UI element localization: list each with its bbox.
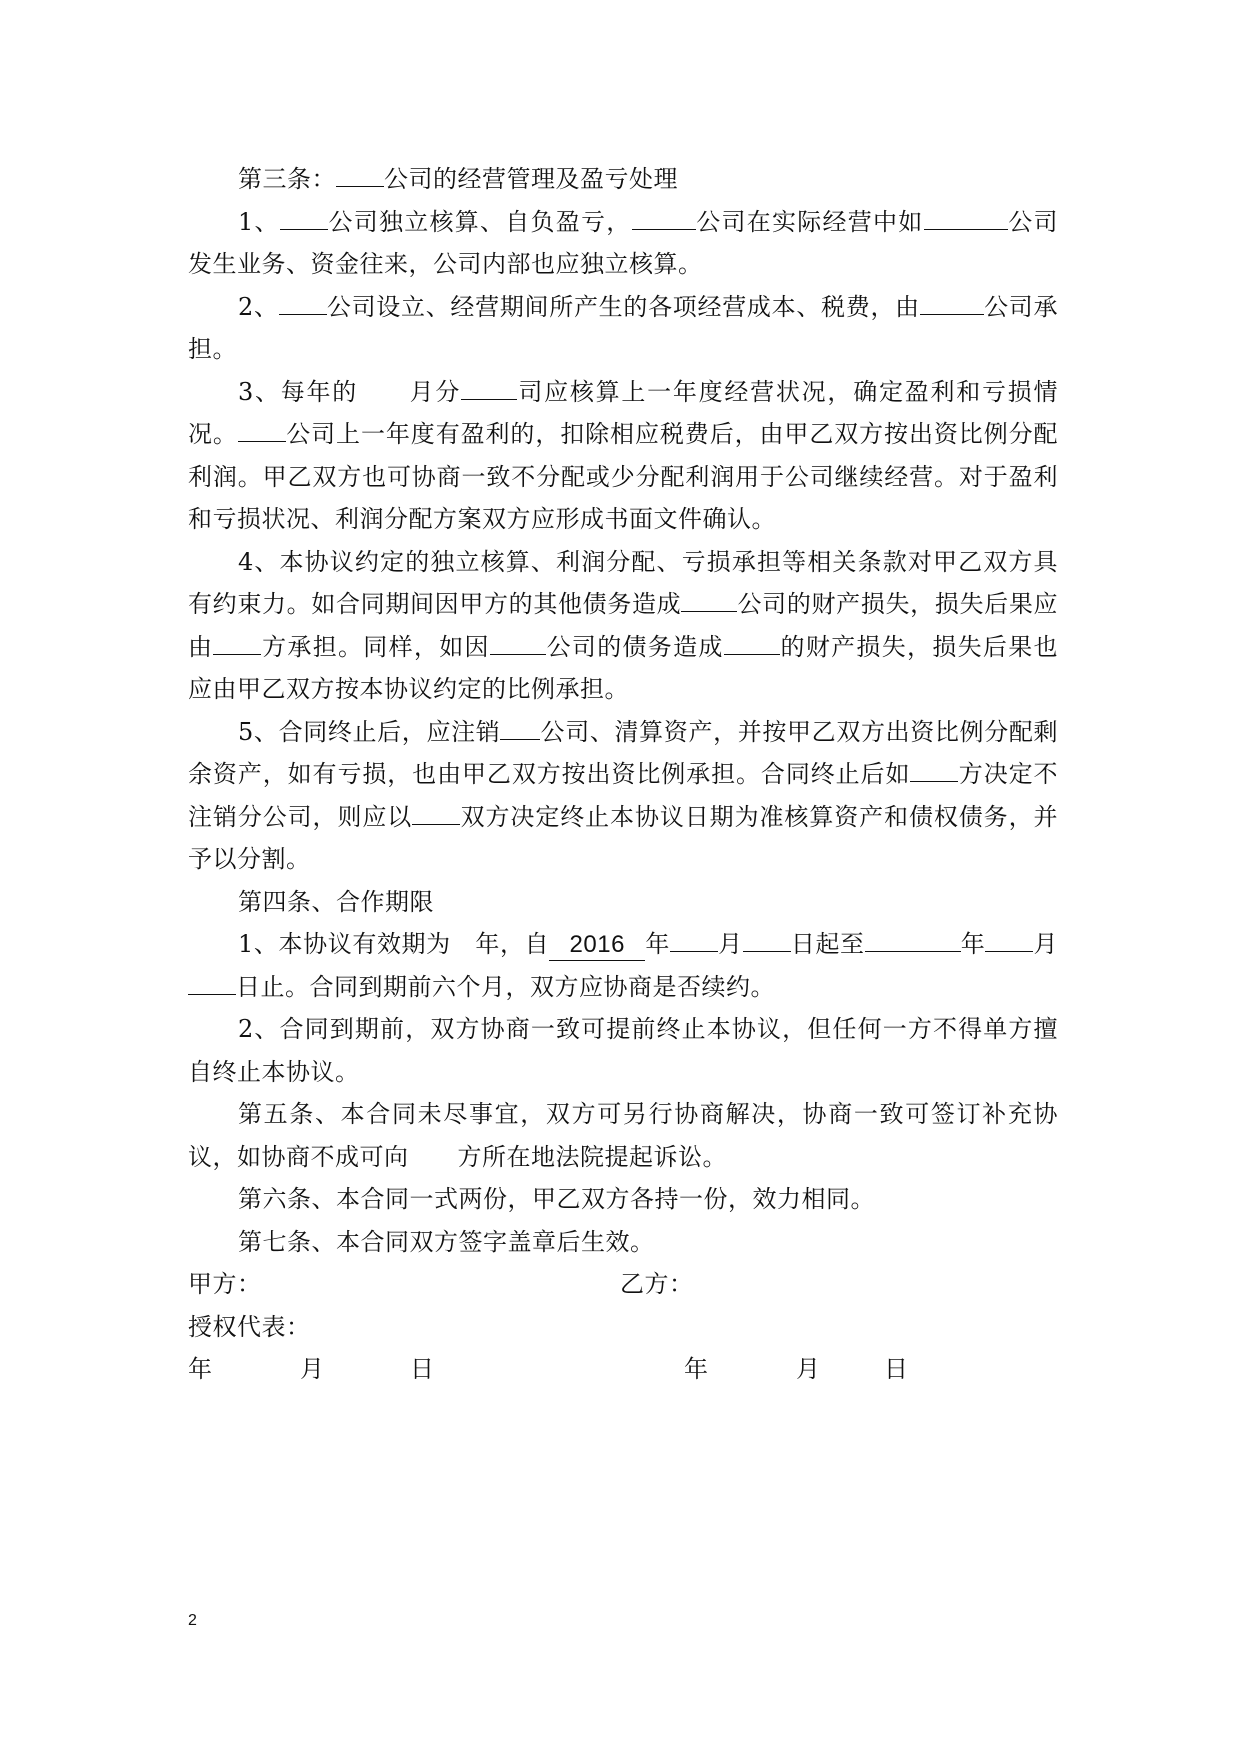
blank-field: [910, 755, 958, 782]
blank-field: [985, 925, 1033, 952]
blank-field: [412, 798, 460, 825]
party-a-label: 甲方：: [188, 1270, 262, 1298]
blank-field: [670, 925, 718, 952]
blank-field: [743, 925, 791, 952]
blank-field: [632, 203, 696, 230]
party-b-label: 乙方：: [620, 1270, 694, 1298]
blank-field: [724, 628, 780, 655]
blank-field: [920, 288, 984, 315]
article-6: 第六条、本合同一式两份，甲乙双方各持一份，效力相同。: [238, 1185, 875, 1213]
blank-field: [681, 585, 737, 612]
blank-field: [924, 203, 1008, 230]
blank-field: [280, 203, 328, 230]
blank-field: [279, 288, 327, 315]
article-7: 第七条、本合同双方签字盖章后生效。: [238, 1227, 655, 1256]
blank-field: [336, 160, 384, 187]
article-3-clause-1: 1、 公司独立核算、自负盈亏， 公司在实际经营中如 公司发生业务、资金往来，公司内部也应独立核算。: [188, 201, 1058, 286]
article-3-clause-2: 2、 公司设立、经营期间所产生的各项经营成本、税费，由 公司承担。: [188, 286, 1058, 371]
contract-body: [188, 158, 1058, 1391]
blank-field: [213, 628, 261, 655]
date-day-a: 日: [410, 1355, 435, 1383]
blank-field: [461, 373, 517, 400]
date-day-b: 日: [884, 1355, 909, 1383]
article-3-clause-4: 4、本协议约定的独立核算、利润分配、亏损承担等相关条款对甲乙双方具有约束力。如合同期间因甲方的其他债务造成 公司的财产损失，损失后果应由 方承担。同样，如因 公司的债务造成 的财产损失，损失后果也应由甲乙双方按本协议约定的比例承担。: [188, 547, 1059, 703]
blank-field: [490, 628, 546, 655]
date-month-a: 月: [300, 1355, 325, 1383]
blank-field: [865, 925, 961, 952]
article-3-clause-3: 3、每年的 月分 司应核算上一年度经营状况，确定盈利和亏损情况。 公司上一年度有盈利的，扣除相应税费后，由甲乙双方按出资比例分配利润。甲乙双方也可协商一致不分配或少分配利润用于公司继续经营。对于盈利和亏损状况、利润分配方案双方应形成书面文件确认。: [188, 371, 1058, 541]
date-year-a: 年: [188, 1355, 213, 1383]
page-number: 2: [188, 1612, 197, 1629]
article-4-clause-2: 2、合同到期前，双方协商一致可提前终止本协议，但任何一方不得单方擅自终止本协议。: [188, 1015, 1058, 1086]
date-year-b: 年: [684, 1355, 709, 1383]
signature-parties: [188, 1263, 1058, 1306]
blank-field: [188, 968, 236, 995]
article-4-heading: 第四条、合作期限: [238, 887, 434, 916]
blank-field: [500, 713, 540, 740]
article-4-clause-1: 1、本协议有效期为 年，自 2016 年 月 日起至 年 月日止。合同到期前六个月，双方应协商是否续约。: [188, 923, 1058, 1008]
article-5: 第五条、本合同未尽事宜，双方可另行协商解决，协商一致可签订补充协议，如协商不成可向 方所在地法院提起诉讼。: [188, 1100, 1058, 1171]
blank-field: [238, 415, 286, 442]
article-3-clause-5: 5、合同终止后，应注销 公司、清算资产，并按甲乙双方出资比例分配剩余资产，如有亏损，也由甲乙双方按出资比例承担。合同终止后如 方决定不注销分公司，则应以 双方决定终止本协议日期为准核算资产和债权债务，并予以分割。: [188, 711, 1058, 881]
signature-dates: [188, 1348, 1058, 1391]
start-year-field: 2016: [549, 930, 645, 961]
article-3-heading: 第三条： 公司的经营管理及盈亏处理: [188, 158, 1058, 201]
representative-label: 授权代表：: [188, 1312, 311, 1341]
date-month-b: 月: [796, 1355, 821, 1383]
